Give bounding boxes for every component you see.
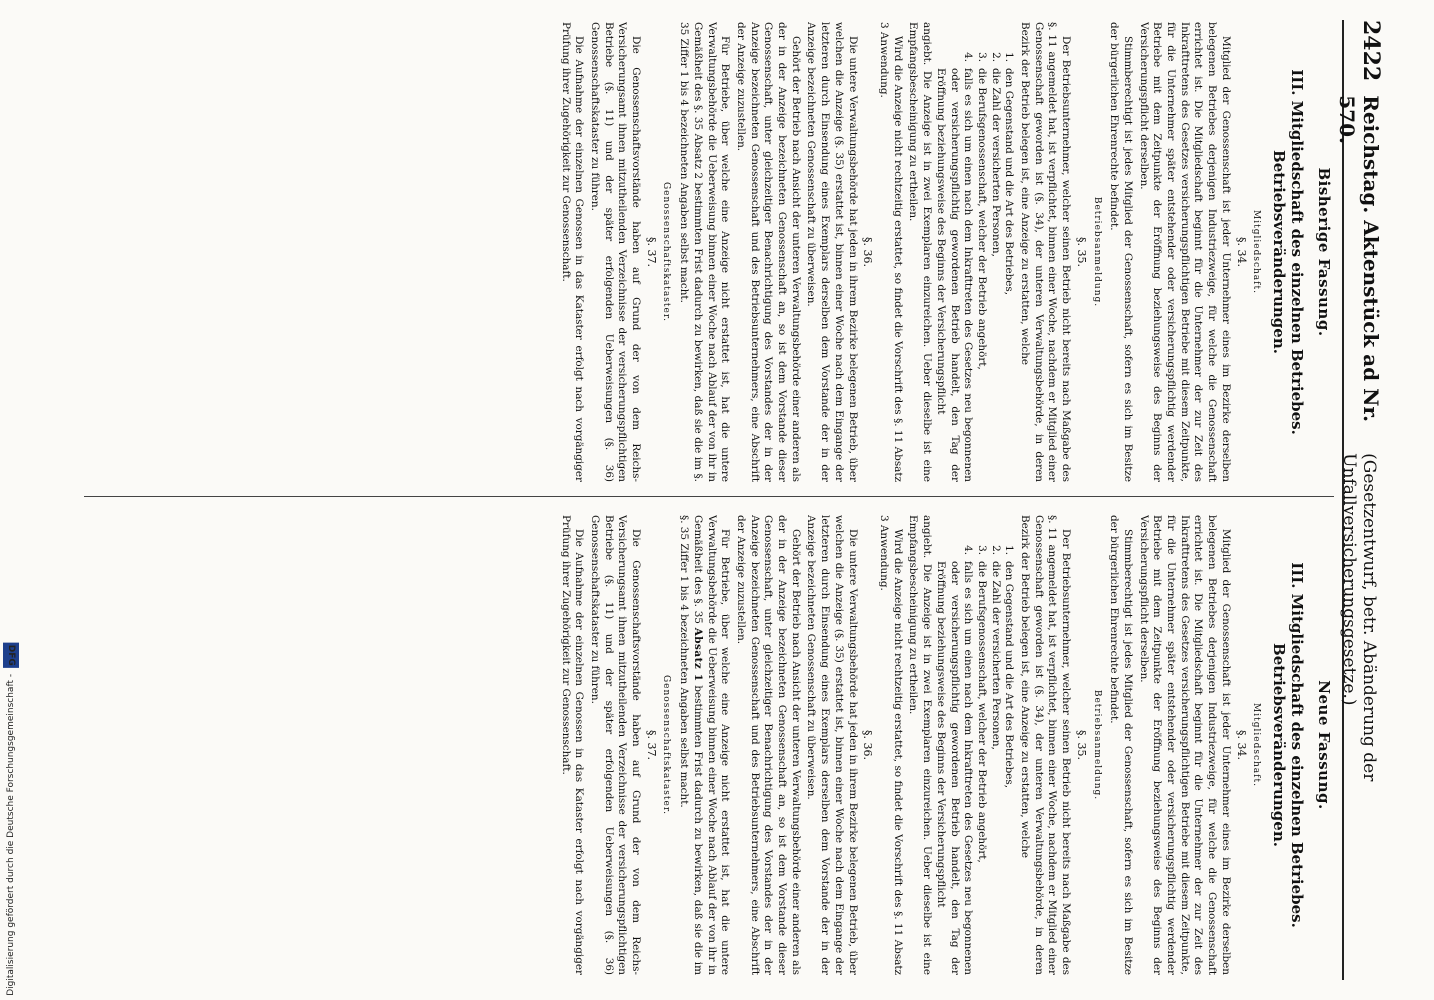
list-item-text: den Gegenstand und die Art des Betriebes, (1003, 68, 1016, 296)
paragraph-text: Die Aufnahme der einzelnen Genossen in das Kataster erfolgt nach vorgängiger Prüfung ihrer Zugehörigkeit zur Genossenschaft. (559, 515, 586, 975)
list-item-text: den Gegenstand und die Art des Betriebes, (1003, 561, 1016, 789)
list-item: 2. die Zahl der versicherten Personen, (988, 22, 1002, 482)
paragraph-number: §. 34. (1234, 237, 1248, 267)
document-subtitle: (Gesetzentwurf, betr. Abänderung der Unfallversicherungsgesetze.) (1339, 453, 1379, 782)
paragraph-text: Wird die Anzeige nicht rechtzeitig erstattet, so findet die Vorschrift des §. 11 Absatz 3 Anwendung. (878, 515, 904, 975)
paragraph-text: angiebt. Die Anzeige ist in zwei Exemplaren einzureichen. Ueber dieselbe ist eine Empfangsbescheinigung zu ertheilen. (907, 515, 934, 975)
emphasized-change: Absatz 1 (691, 627, 704, 682)
keyword-heading: Mitgliedschaft. (1251, 210, 1262, 294)
document-title: Reichstag. Aktenstück ad Nr. 570. (1335, 95, 1383, 423)
paragraph-number: §. 37. (644, 237, 658, 267)
text-run: Für Betriebe, über welche eine Anzeige nicht erstattet ist, hat die untere Verwaltungsbehörde die Ueberweisung binnen einer Woche nach Ablauf der von ihr in Gemäßheit des §. 35 (691, 515, 732, 975)
paragraph-text: Der Betriebsunternehmer, welcher seinen Betrieb nicht bereits nach Maßgabe des §. 11 angemeldet hat, ist verpflichtet, binnen einer Woche, nachdem er Mitglied einer Genossenschaft geworden ist (§. 34), der unteren Verwaltungsbehörde, in deren Bezirk der Betrieb belegen ist, eine Anzeige zu erstatten, welche (1019, 515, 1073, 975)
list-item: 1. den Gegenstand und die Art des Betriebes, (1002, 22, 1016, 482)
list-item: 4. falls es sich um einen nach dem Inkrafttreten des Gesetzes neu begonnenen oder versicherungspflichtig gewordenen Betrieb handelt, den Tag der Eröffnung beziehungsweise des Beginns der Versicherungspflicht (934, 545, 975, 975)
list-item: 2. die Zahl der versicherten Personen, (988, 515, 1002, 975)
keyword-heading: Betriebsanmeldung. (1091, 689, 1102, 801)
paragraph-text: Die Genossenschaftsvorstände haben auf Grund der von dem Reichs-Versicherungsamt ihnen mitzutheilenden Verzeichnisse der versicherungspflichtigen Betriebe (§. 11) und der später erfolgenden Ueberweisungen (§. 36) Genossenschaftskataster zu führen. (588, 22, 643, 482)
list-item: 3. die Berufsgenossenschaft, welcher der Betrieb angehört, (974, 22, 988, 482)
paragraph-text: Die untere Verwaltungsbehörde hat jeden in ihrem Bezirke belegenen Betrieb, über welchen die Anzeige (§. 35) erstattet ist, binnen einer Woche nach dem Eingange der letzteren durch Einsendung eines Exemplars derselben dem Vorstande der in der Anzeige bezeichneten Genossenschaft zu überweisen. (805, 22, 859, 482)
list-item-text: die Zahl der versicherten Personen, (989, 68, 1002, 257)
paragraph-number: §. 35. (1074, 730, 1088, 760)
paragraph-text: Wird die Anzeige nicht rechtzeitig erstattet, so findet die Vorschrift des §. 11 Absatz 3 Anwendung. (878, 22, 904, 482)
paragraph-text: Gehört der Betrieb nach Ansicht der unteren Verwaltungsbehörde einer anderen als der in der Anzeige bezeichneten Genossenschaft an, so ist dem Vorstande dieser Genossenschaft, unter gleichzeitiger Benachrichtigung des Vorstandes der in der Anzeige bezeichneten Genossenschaft und des Betriebsunternehmers, eine Abschrift der Anzeige zuzustellen. (734, 22, 802, 482)
list-item: 3. die Berufsgenossenschaft, welcher der Betrieb angehört, (974, 515, 988, 975)
paragraph-number: §. 37. (644, 730, 658, 760)
page-number: 2422 (1358, 20, 1384, 82)
list-item-text: falls es sich um einen nach dem Inkrafttreten des Gesetzes neu begonnenen oder versicherungspflichtig gewordenen Betrieb handelt, den Tag der Eröffnung beziehungsweise des Beginns der Versicherungspflicht (934, 561, 975, 975)
keyword-heading: Genossenschaftskataster. (661, 181, 672, 322)
paragraph-text: Gehört der Betrieb nach Ansicht der unteren Verwaltungsbehörde einer anderen als der in der Anzeige bezeichneten Genossenschaft an, so ist dem Vorstande dieser Genossenschaft, unter gleichzeitiger Benachrichtigung des Vorstandes der in der Anzeige bezeichneten Genossenschaft und des Betriebsunternehmers, eine Abschrift der Anzeige zuzustellen. (734, 515, 802, 975)
column-old-version (54, 22, 1334, 482)
list-item-text: die Berufsgenossenschaft, welcher der Betrieb angehört, (975, 68, 988, 370)
paragraph-number: §. 36. (861, 237, 875, 267)
list-item-text: die Zahl der versicherten Personen, (989, 561, 1002, 750)
dfg-logo: DFG (3, 643, 19, 668)
list-item-text: die Berufsgenossenschaft, welcher der Betrieb angehört, (975, 561, 988, 863)
paragraph-text: Stimmberechtigt ist jedes Mitglied der Genossenschaft, sofern es sich im Besitze der bürgerlichen Ehrenrechte befindet. (1108, 22, 1134, 482)
paragraph-number: §. 34. (1234, 730, 1248, 760)
paragraph-text: Die Genossenschaftsvorstände haben auf Grund der von dem Reichs-Versicherungsamt ihnen mitzutheilenden Verzeichnisse der versicherungspflichtigen Betriebe (§. 11) und der später erfolgenden Ueberweisungen (§. 36) Genossenschaftskataster zu führen. (588, 515, 643, 975)
paragraph-text: Stimmberechtigt ist jedes Mitglied der Genossenschaft, sofern es sich im Besitze der bürgerlichen Ehrenrechte befindet. (1108, 515, 1134, 975)
keyword-heading: Betriebsanmeldung. (1091, 196, 1102, 308)
column-new-version (54, 515, 1334, 975)
footer-credit (3, 643, 19, 996)
paragraph-text: Die untere Verwaltungsbehörde hat jeden in ihrem Bezirke belegenen Betrieb, über welchen die Anzeige (§. 35) erstattet ist, binnen einer Woche nach dem Eingange der letzteren durch Einsendung eines Exemplars derselben dem Vorstande der in der Anzeige bezeichneten Genossenschaft zu überweisen. (805, 515, 859, 975)
footer-text: Digitalisierung gefördert durch die Deutsche Forschungsgemeinschaft - (6, 674, 16, 996)
column-heading: Bisherige Fassung. (1315, 167, 1333, 337)
text-run: bestimmten Frist dadurch zu bewirken, daß sie die im §. 35 Ziffer 1 bis 4 bezeichneten Angaben selbst macht. (678, 515, 704, 975)
digitization-footer (2, 606, 20, 996)
keyword-heading: Genossenschaftskataster. (661, 674, 672, 815)
list-item: 4. falls es sich um einen nach dem Inkrafttreten des Gesetzes neu begonnenen oder versicherungspflichtig gewordenen Betrieb handelt, den Tag der Eröffnung beziehungsweise des Beginns der Versicherungspflicht (934, 52, 975, 482)
page-header (1335, 20, 1384, 980)
paragraph-text (676, 515, 731, 975)
keyword-heading: Mitgliedschaft. (1251, 703, 1262, 787)
paragraph-text: Die Aufnahme der einzelnen Genossen in das Kataster erfolgt nach vorgängiger Prüfung ihrer Zugehörigkeit zur Genossenschaft. (559, 22, 586, 482)
paragraph-number: §. 35. (1074, 237, 1088, 267)
paragraph-text: Mitglied der Genossenschaft ist jeder Unternehmer eines im Bezirke derselben belegenen Betriebes derjenigen Industriezweige, für welche die Genossenschaft errichtet ist. Die Mitgliedschaft beginnt für die Unternehmer der zur Zeit des Inkrafttretens des Gesetzes versicherungspflichtigen Betriebe mit diesem Zeitpunkte, für die Unternehmer später entstehender oder versicherungspflichtig werdender Betriebe mit dem Zeitpunkte der Eröffnung beziehungsweise des Beginns der Versicherungspflicht derselben. (1137, 515, 1232, 975)
paragraph-text: angiebt. Die Anzeige ist in zwei Exemplaren einzureichen. Ueber dieselbe ist eine Empfangsbescheinigung zu ertheilen. (907, 22, 934, 482)
column-heading: Neue Fassung. (1315, 680, 1333, 810)
paragraph-text: Für Betriebe, über welche eine Anzeige nicht erstattet ist, hat die untere Verwaltungsbehörde die Ueberweisung binnen einer Woche nach Ablauf der von ihr in Gemäßheit des §. 35 Absatz 2 bestimmten Frist dadurch zu bewirken, daß sie die im §. 35 Ziffer 1 bis 4 bezeichneten Angaben selbst macht. (678, 22, 732, 482)
list-item: 1. den Gegenstand und die Art des Betriebes, (1002, 515, 1016, 975)
paragraph-text: Der Betriebsunternehmer, welcher seinen Betrieb nicht bereits nach Maßgabe des §. 11 angemeldet hat, ist verpflichtet, binnen einer Woche, nachdem er Mitglied einer Genossenschaft geworden ist (§. 34), der unteren Verwaltungsbehörde, in deren Bezirk der Betrieb belegen ist, eine Anzeige zu erstatten, welche (1019, 22, 1073, 482)
paragraph-number: §. 36. (861, 730, 875, 760)
section-title: III. Mitgliedschaft des einzelnen Betriebes. Betriebsveränderungen. (1270, 562, 1307, 928)
section-title: III. Mitgliedschaft des einzelnen Betriebes. Betriebsveränderungen. (1270, 69, 1307, 435)
column-divider (84, 496, 1334, 497)
list-item-text: falls es sich um einen nach dem Inkrafttreten des Gesetzes neu begonnenen oder versicherungspflichtig gewordenen Betrieb handelt, den Tag der Eröffnung beziehungsweise des Beginns der Versicherungspflicht (934, 68, 975, 482)
paragraph-text: Mitglied der Genossenschaft ist jeder Unternehmer eines im Bezirke derselben belegenen Betriebes derjenigen Industriezweige, für welche die Genossenschaft errichtet ist. Die Mitgliedschaft beginnt für die Unternehmer der zur Zeit des Inkrafttretens des Gesetzes versicherungspflichtigen Betriebe mit diesem Zeitpunkte, für die Unternehmer später entstehender oder versicherungspflichtig werdender Betriebe mit dem Zeitpunkte der Eröffnung beziehungsweise des Beginns der Versicherungspflicht derselben. (1137, 22, 1232, 482)
